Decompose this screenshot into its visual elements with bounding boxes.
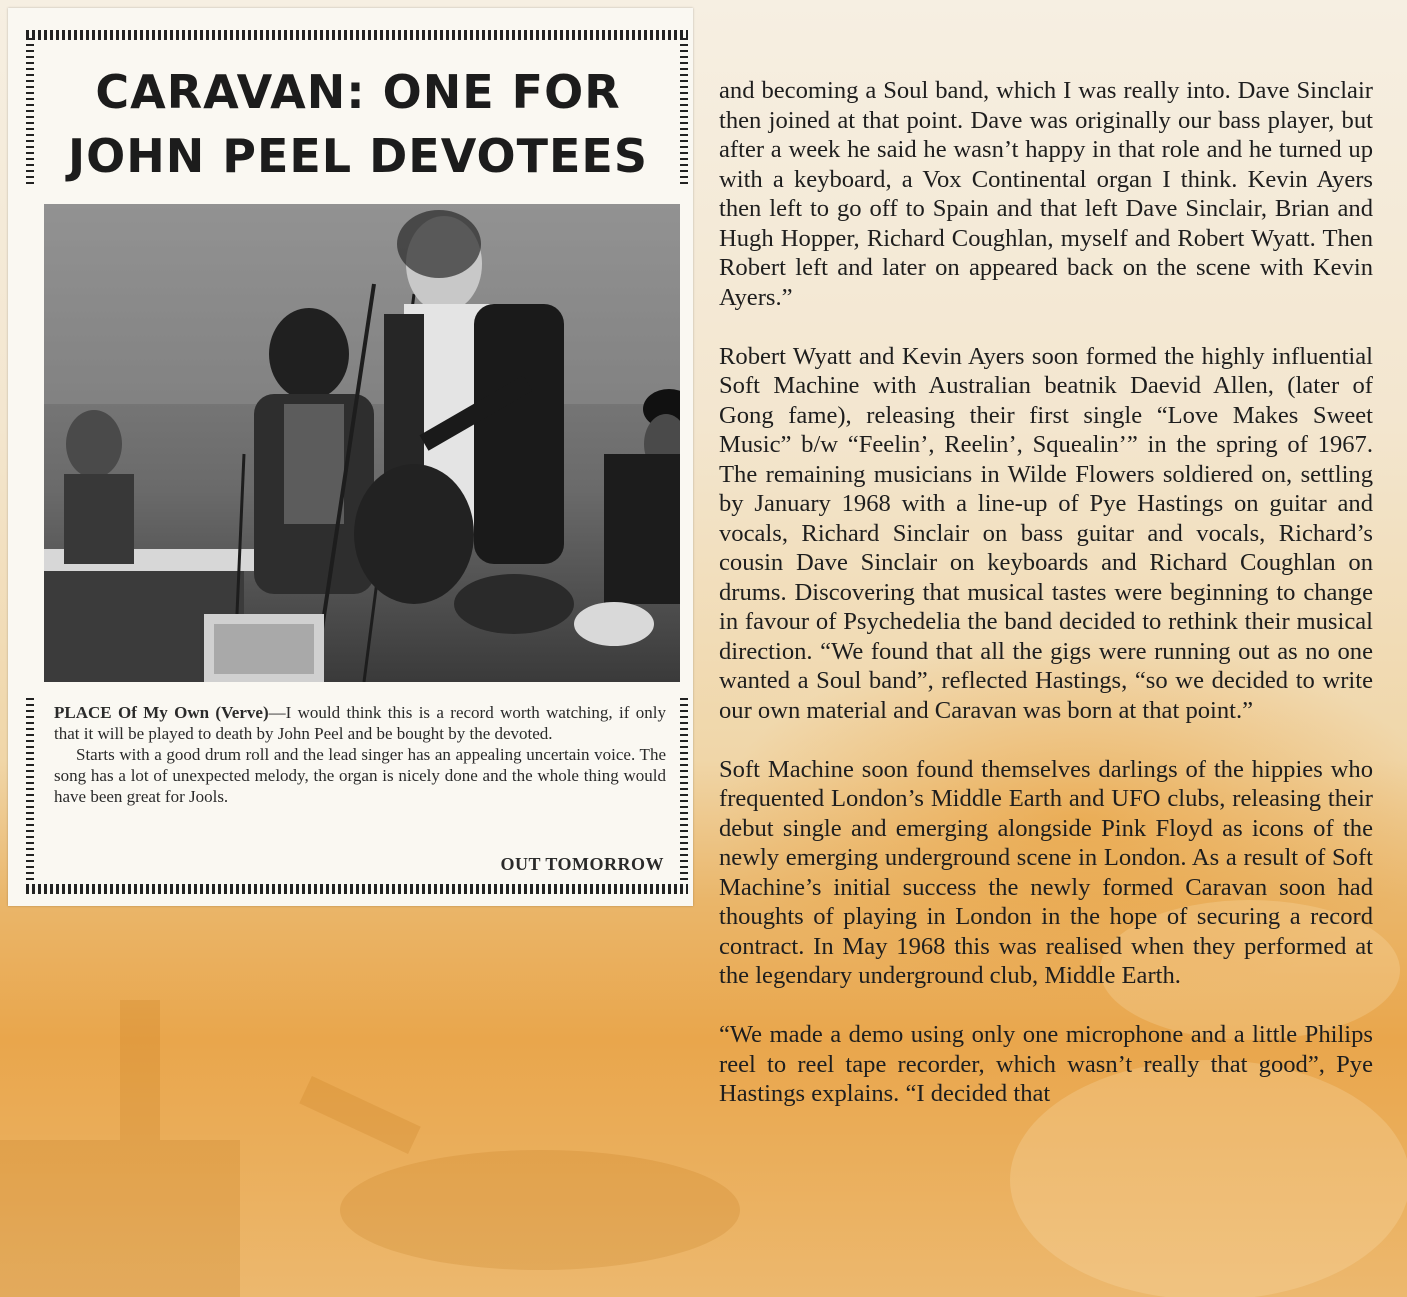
article-paragraph-1: and becoming a Soul band, which I was really into. Dave Sinclair then joined at that point. Dave was originally our bass player, but after a week he said he wasn’t happy in that role and he turned up with a keyboard, a Vox Continental organ I think. Kevin Ayers then left to go off to Spain and that left Dave Sinclair, Brian and Hugh Hopper, Richard Coughlan, myself and Robert Wyatt. Then Robert left and later on appeared back on the scene with Kevin Ayers.”	[719, 77, 1373, 311]
dotted-border-left-lower	[26, 698, 34, 884]
record-review	[54, 702, 666, 807]
dotted-border-left-upper	[26, 38, 34, 188]
review-title: PLACE Of My Own (Verve)	[54, 703, 269, 722]
article-paragraph-2: Robert Wyatt and Kevin Ayers soon formed the highly influential Soft Machine with Australian beatnik Daevid Allen, (later of Gong fame), releasing their first single “Love Makes Sweet Music” b/w “Feelin’, Reelin’, Squealin’” in the spring of 1967. The remaining musicians in Wilde Flowers soldiered on, settling by January 1968 with a line-up of Pye Hastings on guitar and vocals, Richard Sinclair on bass guitar and vocals, Richard’s cousin Dave Sinclair on keyboards and Richard Coughlan on drums. Discovering that musical tastes were beginning to change in favour of Psychedelia the band decided to rethink their musical direction. “We found that all the gigs were running out as no one wanted a Soul band”, reflected Hastings, “so we decided to write our own material and Caravan was born at that point.”	[719, 342, 1373, 724]
review-paragraph-1	[54, 702, 666, 744]
dotted-border-right-lower	[680, 698, 688, 884]
dotted-border-bottom	[26, 884, 688, 894]
dotted-border-top	[26, 30, 688, 40]
newspaper-clipping	[8, 8, 693, 906]
article-paragraph-3: Soft Machine soon found themselves darlings of the hippies who frequented London’s Middle Earth and UFO clubs, releasing their debut single and emerging alongside Pink Floyd as icons of the newly emerging underground scene in London. As a result of Soft Machine’s initial success the newly formed Caravan soon had thoughts of playing in London in the hope of securing a record contract. In May 1968 this was realised when they performed at the legendary underground club, Middle Earth.	[719, 755, 1373, 989]
review-paragraph-1-text: —I would think this is a record worth watching, if only that it will be played to death by John Peel and be bought by the devoted.	[54, 703, 666, 743]
band-photo-illustration	[44, 204, 680, 682]
clipping-headline	[38, 60, 678, 188]
headline-line-1: CARAVAN: ONE FOR	[95, 65, 621, 119]
out-tomorrow-label: OUT TOMORROW	[500, 854, 664, 874]
review-paragraph-2: Starts with a good drum roll and the lead singer has an appealing uncertain voice. The song has a lot of unexpected melody, the organ is nicely done and the whole thing would have been great for Jools.	[54, 745, 666, 806]
article-column	[719, 76, 1373, 1138]
article-paragraph-4: “We made a demo using only one microphone and a little Philips reel to reel tape recorder, which wasn’t really that good”, Pye Hastings explains. “I decided that	[719, 1021, 1373, 1107]
band-photo	[44, 204, 680, 682]
dotted-border-right-upper	[680, 38, 688, 188]
headline-line-2: JOHN PEEL DEVOTEES	[68, 129, 648, 183]
